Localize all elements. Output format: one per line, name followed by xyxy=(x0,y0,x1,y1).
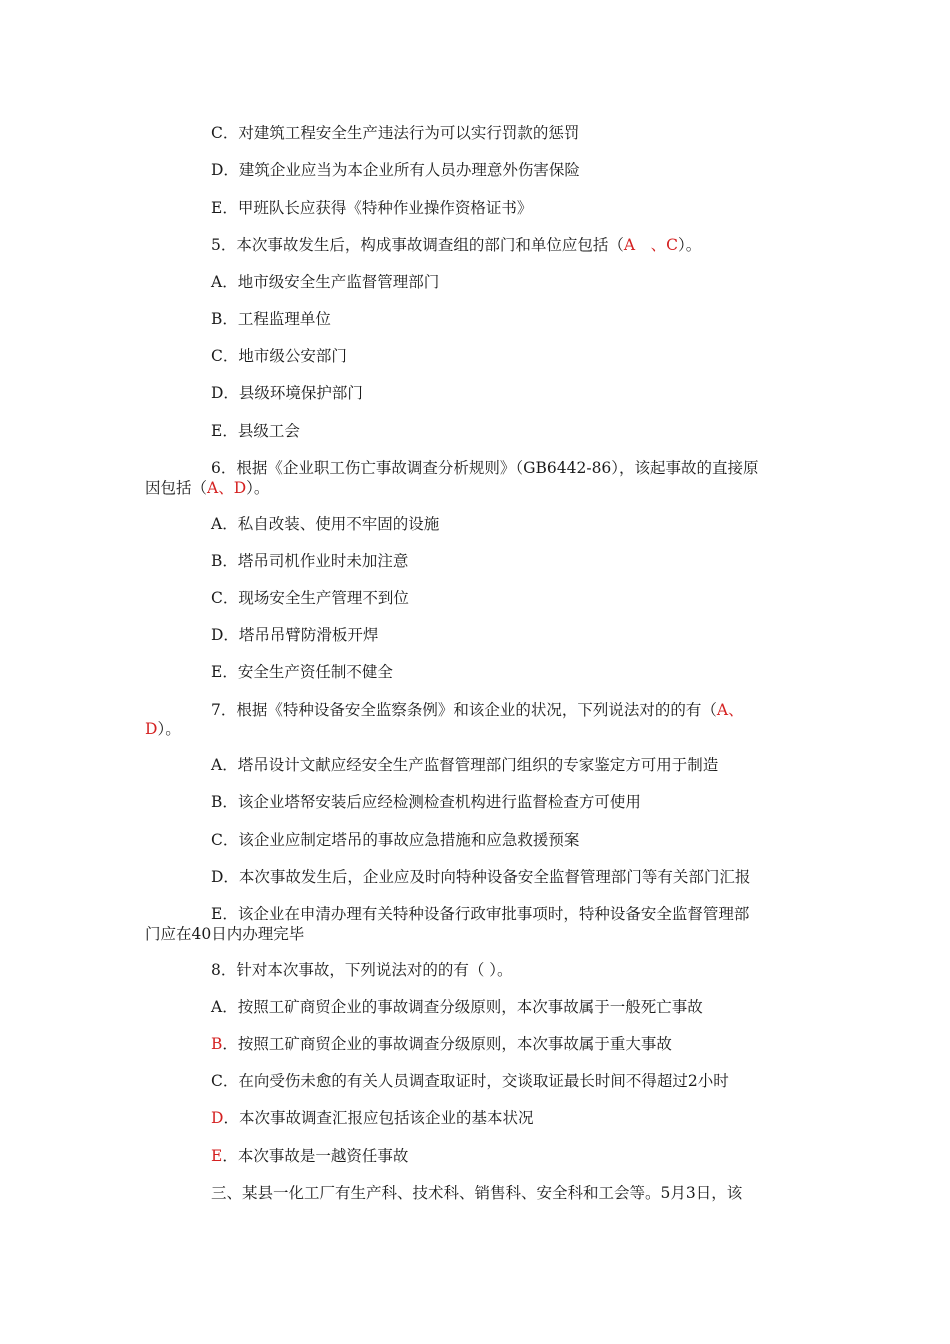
option-line: D．建筑企业应当为本企业所有人员办理意外伤害保险 xyxy=(211,161,580,179)
option-line-continued: 门应在40日内办理完毕 xyxy=(145,925,305,943)
answer-mark: A 、C xyxy=(623,236,678,254)
question-text: 因包括（ xyxy=(145,479,208,497)
option-line: E．甲班队长应获得《特种作业操作资格证书》 xyxy=(211,199,533,217)
question-6-continued xyxy=(145,478,269,498)
section-three-intro: 三、某县一化工厂有生产科、技术科、销售科、安全科和工会等。5月3日，该 xyxy=(211,1184,743,1202)
option-line: B．工程监理单位 xyxy=(211,310,331,328)
question-7-continued xyxy=(145,719,181,739)
option-line: C．对建筑工程安全生产违法行为可以实行罚款的惩罚 xyxy=(211,124,580,142)
option-line xyxy=(211,1146,408,1166)
option-text: ．本次事故调查汇报应包括该企业的基本状况 xyxy=(223,1109,534,1127)
option-line: E．安全生产资任制不健全 xyxy=(211,663,393,681)
option-text: ．本次事故是一越资任事故 xyxy=(222,1147,409,1165)
option-line: C．在向受伤未愈的有关人员调查取证时，交谈取证最长时间不得超过2小时 xyxy=(211,1072,729,1090)
option-line: D．塔吊吊臂防滑板开焊 xyxy=(211,626,379,644)
option-line: C．该企业应制定塔吊的事故应急措施和应急救援预案 xyxy=(211,831,580,849)
answer-mark: D xyxy=(211,1109,224,1127)
option-line xyxy=(211,1108,533,1128)
question-6: 6．根据《企业职工伤亡事故调查分析规则》（GB6442-86），该起事故的直接原 xyxy=(211,459,759,477)
answer-mark: A、D xyxy=(207,479,247,497)
answer-mark: B xyxy=(211,1035,223,1053)
question-8: 8．针对本次事故，下列说法对的的有（ ）。 xyxy=(211,961,513,979)
option-line: A．地市级安全生产监督管理部门 xyxy=(211,273,440,291)
question-text: 7．根据《特种设备安全监察条例》和该企业的状况，下列说法对的的有（ xyxy=(211,701,717,719)
option-line: E．县级工会 xyxy=(211,422,300,440)
option-line: D．本次事故发生后，企业应及时向特种设备安全监督管理部门等有关部门汇报 xyxy=(211,868,751,886)
option-line: A．按照工矿商贸企业的事故调查分级原则，本次事故属于一般死亡事故 xyxy=(211,998,703,1016)
answer-mark: A、 xyxy=(716,701,744,719)
question-text: ）。 xyxy=(677,236,702,254)
option-line: E．该企业在申清办理有关特种设备行政审批事项时，特种设备安全监督管理部 xyxy=(211,905,750,923)
option-line: B．塔吊司机作业时未加注意 xyxy=(211,552,409,570)
answer-mark: D xyxy=(145,720,158,738)
answer-mark: E xyxy=(211,1147,223,1165)
option-line: B．该企业塔帑安装后应经检测检查机构进行监督检查方可使用 xyxy=(211,793,641,811)
option-line: C．现场安全生产管理不到位 xyxy=(211,589,409,607)
question-5 xyxy=(211,235,701,255)
option-line xyxy=(211,1034,672,1054)
option-line: A．塔吊设计文献应经安全生产监督管理部门组织的专家鉴定方可用于制造 xyxy=(211,756,719,774)
option-text: ．按照工矿商贸企业的事故调查分级原则，本次事故属于重大事故 xyxy=(222,1035,672,1053)
question-7 xyxy=(211,700,744,720)
option-line: A．私自改装、使用不牢固的设施 xyxy=(211,515,440,533)
option-line: D．县级环境保护部门 xyxy=(211,384,363,402)
option-line: C．地市级公安部门 xyxy=(211,347,347,365)
question-text: ）。 xyxy=(157,720,181,738)
question-text: 5．本次事故发生后，构成事故调查组的部门和单位应包括（ xyxy=(211,236,624,254)
question-text: ）。 xyxy=(246,479,270,497)
